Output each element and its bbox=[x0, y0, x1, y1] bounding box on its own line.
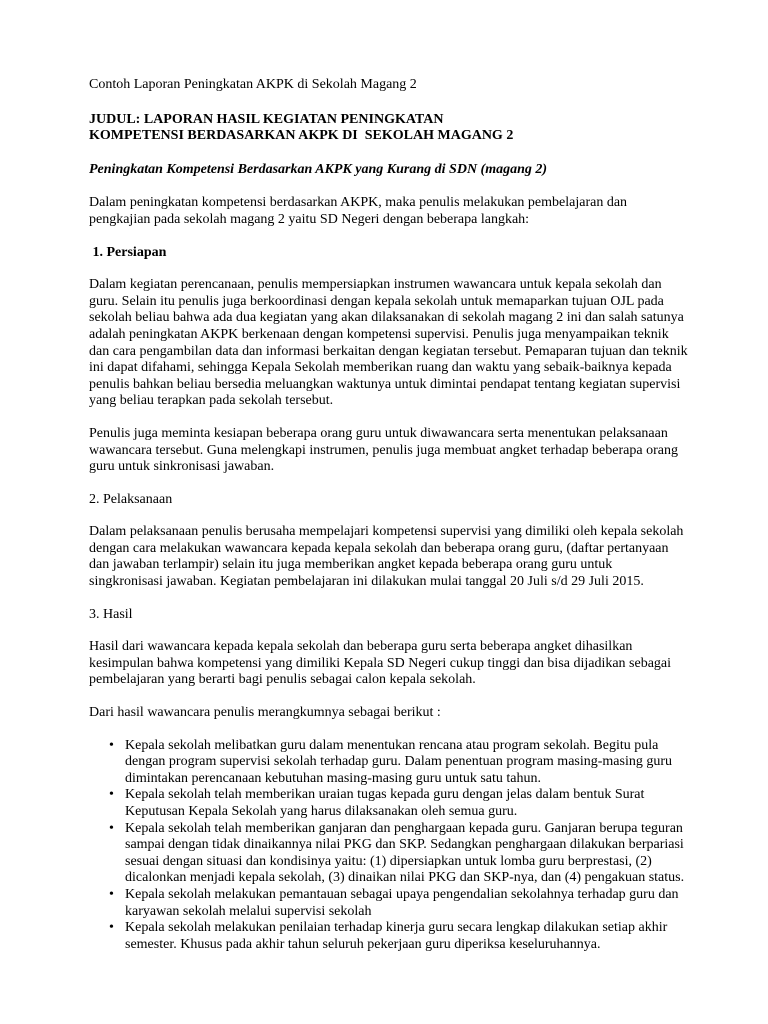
report-heading-line-1: JUDUL: LAPORAN HASIL KEGIATAN PENINGKATAN bbox=[89, 111, 444, 127]
section-heading-hasil: 3. Hasil bbox=[89, 606, 133, 622]
bullet-icon: • bbox=[109, 737, 114, 753]
document-title: Contoh Laporan Peningkatan AKPK di Sekolah Magang 2 bbox=[89, 77, 417, 92]
list-item-text: Kepala sekolah melakukan penilaian terhadap kinerja guru secara lengkap dilakukan setiap akhir semester. Khusus pada akhir tahun seluruh pekerjaan guru diperiksa keseluruhannya. bbox=[125, 920, 668, 952]
list-item bbox=[89, 920, 689, 953]
section-heading-persiapan: 1. Persiapan bbox=[89, 244, 167, 260]
list-item-text: Kepala sekolah telah memberikan ganjaran dan penghargaan kepada guru. Ganjaran berupa teguran sampai dengan tidak dinaikannya nilai PKG dan SKP. Sedangkan penghargaan dilakukan berpariasi sesuai dengan situasi dan kondisinya yaitu: (1) dipersiapkan untuk lomba guru berprestasi, (2) dicalonkan menjadi kepala sekolah, (3) dinaikan nilai PKG dan SKP-nya, dan (4) pengakuan status. bbox=[125, 820, 685, 886]
list-item-text: Kepala sekolah melakukan pemantauan sebagai upaya pengendalian sekolahnya terhadap guru dan karyawan sekolah melalui supervisi sekolah bbox=[125, 886, 679, 919]
list-item bbox=[89, 887, 689, 920]
persiapan-paragraph-1: Dalam kegiatan perencanaan, penulis mempersiapkan instrumen wawancara untuk kepala sekolah dan guru. Selain itu penulis juga berkoordinasi dengan kepala sekolah untuk memaparkan tujuan OJL pada sekolah beliau bahwa ada dua kegiatan yang akan dilaksanakan di sekolah magang 2 ini dan salah satunya adalah peningkatan AKPK berkenaan dengan kompetensi supervisi. Penulis juga menyampaikan teknik dan cara pengambilan data dan informasi berkaitan dengan kegiatan tersebut. Pemaparan tujuan dan teknik ini dapat difahami, sehingga Kepala Sekolah memberikan ruang dan waktu yang sebaik-baiknya kepada penulis bahkan beliau bersedia meluangkan waktunya untuk dimintai pendapat tentang kegiatan supervisi yang beliau terapkan pada sekolah tersebut. bbox=[89, 277, 688, 409]
list-item bbox=[89, 821, 689, 887]
list-item-text: Kepala sekolah melibatkan guru dalam menentukan rencana atau program sekolah. Begitu pula dengan program supervisi sekolah terhadap guru. Dalam penentuan program masing-masing guru dimintakan perencanaan kebutuhan masing-masing guru untuk satu tahun. bbox=[125, 737, 673, 786]
document-page bbox=[89, 77, 689, 953]
bullet-icon: • bbox=[109, 787, 114, 803]
persiapan-paragraph-2: Penulis juga meminta kesiapan beberapa orang guru untuk diwawancara serta menentukan pelaksanaan wawancara tersebut. Guna melengkapi instrumen, penulis juga membuat angket terhadap beberapa orang guru untuk sinkronisasi jawaban. bbox=[89, 425, 678, 475]
bullet-icon: • bbox=[109, 820, 114, 836]
report-heading bbox=[89, 112, 689, 145]
list-item bbox=[89, 787, 689, 820]
list-item bbox=[89, 738, 689, 788]
pelaksanaan-paragraph: Dalam pelaksanaan penulis berusaha mempelajari kompetensi supervisi yang dimiliki oleh kepala sekolah dengan cara melakukan wawancara kepada kepala sekolah dan beberapa orang guru, (daftar pertanyaan dan jawaban terlampir) selain itu juga memberikan angket kepada beberapa orang guru untuk singkronisasi jawaban. Kegiatan pembelajaran ini dilakukan mulai tanggal 20 Juli s/d 29 Juli 2015. bbox=[89, 524, 684, 590]
bullet-icon: • bbox=[109, 920, 114, 936]
hasil-paragraph-1: Hasil dari wawancara kepada kepala sekolah dan beberapa guru serta beberapa angket dihasilkan kesimpulan bahwa kompetensi yang dimiliki Kepala SD Negeri cukup tinggi dan bisa dijadikan sebagai pembelajaran yang berarti bagi penulis sebagai calon kepala sekolah. bbox=[89, 639, 672, 688]
report-heading-line-2: KOMPETENSI BERDASARKAN AKPK DI SEKOLAH MAGANG 2 bbox=[89, 128, 514, 144]
hasil-bullet-list bbox=[89, 738, 689, 954]
section-heading-pelaksanaan: 2. Pelaksanaan bbox=[89, 491, 173, 507]
intro-paragraph: Dalam peningkatan kompetensi berdasarkan AKPK, maka penulis melakukan pembelajaran dan pengkajian pada sekolah magang 2 yaitu SD Negeri dengan beberapa langkah: bbox=[89, 195, 628, 227]
list-item-text: Kepala sekolah telah memberikan uraian tugas kepada guru dengan jelas dalam bentuk Surat Keputusan Kepala Sekolah yang harus dilaksanakan oleh semua guru. bbox=[125, 787, 645, 819]
bullet-icon: • bbox=[109, 886, 114, 902]
hasil-paragraph-2: Dari hasil wawancara penulis merangkumnya sebagai berikut : bbox=[89, 705, 441, 721]
report-subheading: Peningkatan Kompetensi Berdasarkan AKPK yang Kurang di SDN (magang 2) bbox=[89, 161, 548, 177]
